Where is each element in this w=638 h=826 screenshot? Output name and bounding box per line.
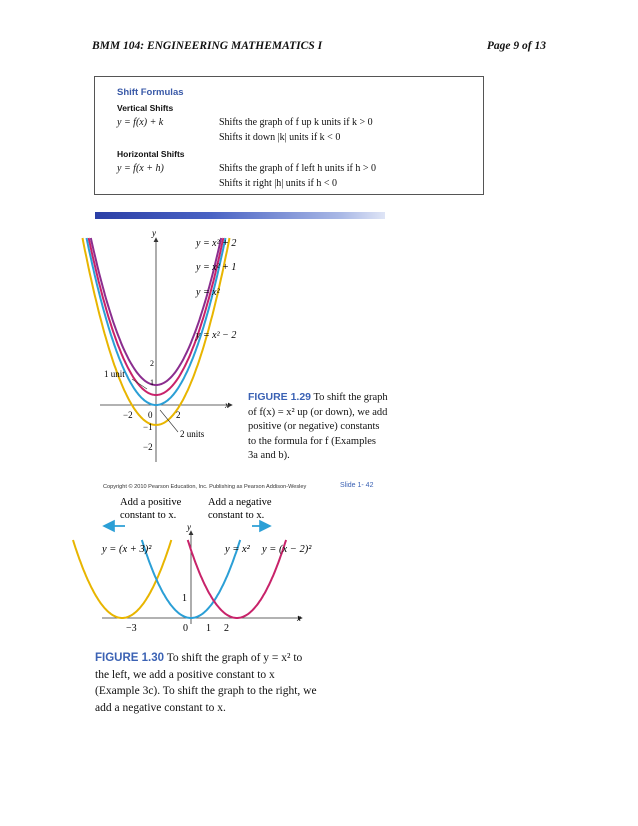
fig129-tick-2: 2 <box>176 410 181 420</box>
fig129-y-label: y <box>152 228 156 238</box>
figure-1-29-caption-text: To shift the graph of f(x) = x² up (or down), we add positive (or negative) constants to the formula for f (Examples 3a and b). <box>248 392 388 462</box>
fig129-x-label: x <box>225 400 229 410</box>
vertical-shift-equation: y = f(x) + k <box>117 117 164 128</box>
slide-number: Slide 1- 42 <box>340 482 374 489</box>
copyright-notice: Copyright © 2010 Pearson Education, Inc. Publishing as Pearson Addison-Wesley <box>103 484 307 490</box>
figure-1-30-label: FIGURE 1.30 <box>95 652 165 664</box>
figure-1-30-caption-text: To shift the graph of y = x² to the left, we add a positive constant to x (Example 3c). To shift the graph to the right, we add a negative constant to x. <box>95 652 317 714</box>
fig129-tick-neg1: −1 <box>143 422 153 432</box>
fig130-tick-y1: 1 <box>182 593 187 604</box>
fig129-curve-label-1: y = x² + 1 <box>196 262 237 273</box>
fig130-left-note-line2: constant to x. <box>120 510 177 521</box>
fig130-right-note-line2: constant to x. <box>208 510 265 521</box>
fig129-tick-zero: 0 <box>148 410 153 420</box>
fig129-tick-1: 1 <box>150 378 154 387</box>
fig130-tick-1: 1 <box>206 623 211 634</box>
shift-formulas-title: Shift Formulas <box>117 87 184 98</box>
fig130-curve-label-2: y = (x − 2)² <box>262 544 312 555</box>
fig129-tick-neg2-y: −2 <box>143 442 153 452</box>
fig129-tick-2-y: 2 <box>150 359 154 368</box>
fig129-curve-label-2: y = x² <box>196 287 220 298</box>
fig129-curve-label-3: y = x² − 2 <box>196 330 237 341</box>
fig130-tick-2: 2 <box>224 623 229 634</box>
vertical-shifts-heading: Vertical Shifts <box>117 103 174 113</box>
fig130-curve-label-1: y = x² <box>225 544 250 555</box>
horizontal-shift-equation: y = f(x + h) <box>117 163 164 174</box>
vertical-shift-up-text: Shifts the graph of f up k units if k > 0 <box>219 117 373 128</box>
header-course-title: BMM 104: ENGINEERING MATHEMATICS I <box>92 40 323 52</box>
fig130-left-note-line1: Add a positive <box>120 497 182 508</box>
fig129-two-units-note: 2 units <box>180 429 205 439</box>
fig129-one-unit-note: 1 unit <box>104 369 125 379</box>
fig130-y-label: y <box>187 522 191 532</box>
fig129-tick-neg2: −2 <box>123 410 133 420</box>
fig130-right-note-line1: Add a negative <box>208 497 272 508</box>
horizontal-shift-left-text: Shifts the graph of f left h units if h > 0 <box>219 163 377 174</box>
horizontal-shifts-heading: Horizontal Shifts <box>117 149 185 159</box>
figure-1-29-label: FIGURE 1.29 <box>248 391 312 403</box>
vertical-shift-down-text: Shifts it down |k| units if k < 0 <box>219 132 341 143</box>
fig130-curve-label-0: y = (x + 3)² <box>102 544 152 555</box>
fig130-x-label: x <box>297 613 301 623</box>
horizontal-shift-right-text: Shifts it right |h| units if h < 0 <box>219 178 337 189</box>
fig129-curve-label-0: y = x² + 2 <box>196 238 237 249</box>
figure-1-30-caption <box>95 650 317 716</box>
fig130-tick-zero: 0 <box>183 623 188 634</box>
fig130-tick-neg3: −3 <box>126 623 137 634</box>
header-page-number: Page 9 of 13 <box>486 40 546 52</box>
